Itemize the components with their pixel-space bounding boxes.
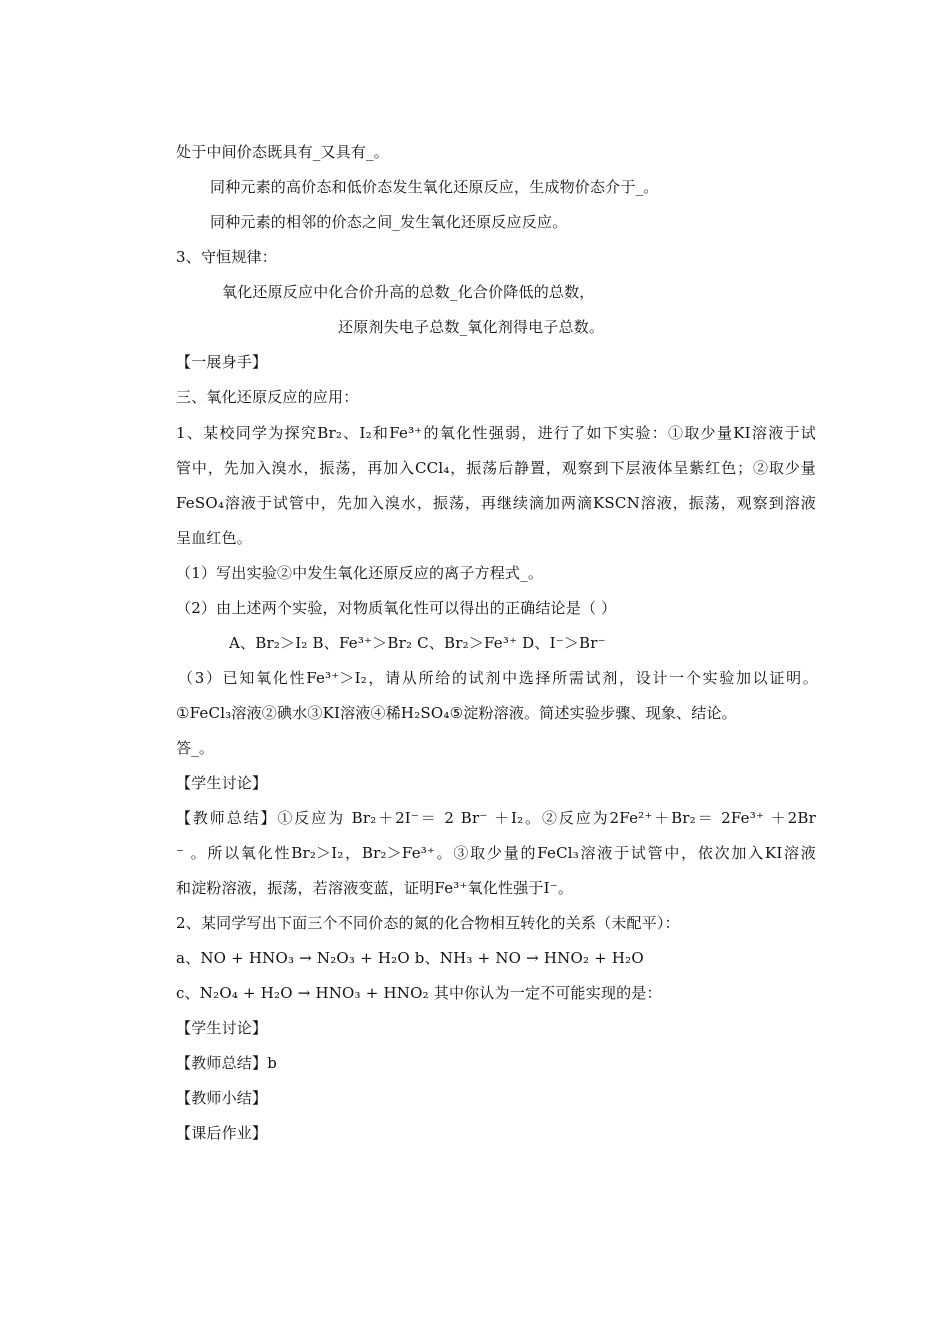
text-line: 还原剂失电子总数_氧化剂得电子总数。 <box>338 318 605 336</box>
text-line: FeSO₄溶液于试管中，先加入溴水，振荡，再继续滴加两滴KSCN溶液，振荡，观察到溶液 <box>176 494 816 512</box>
text-line: 2、某同学写出下面三个不同价态的氮的化合物相互转化的关系（未配平）： <box>176 914 680 932</box>
question-line: （3）已知氧化性Fe³⁺＞I₂，请从所给的试剂中选择所需试剂，设计一个实验加以证明。 <box>178 669 818 687</box>
text-line: 1、某校同学为探究Br₂、I₂和Fe³⁺的氧化性强弱，进行了如下实验：①取少量KI溶液于试 <box>176 424 816 442</box>
text-line: 和淀粉溶液，振荡，若溶液变蓝，证明Fe³⁺氧化性强于I⁻。 <box>176 879 574 897</box>
bracket-heading: 【课后作业】 <box>176 1124 268 1142</box>
question-line: （1）写出实验②中发生氧化还原反应的离子方程式_。 <box>176 564 544 582</box>
equation-line: a、NO + HNO₃ → N₂O₃ + H₂O b、NH₃ + NO → HNO₂ + H₂O <box>176 949 644 967</box>
text-line: ⁻ 。所以氧化性Br₂＞I₂，Br₂＞Fe³⁺。③取少量的FeCl₃溶液于试管中，依次加入KI溶液 <box>176 844 816 862</box>
text-line: 管中，先加入溴水，振荡，再加入CCl₄，振荡后静置，观察到下层液体呈紫红色；②取少量 <box>176 459 816 477</box>
section-heading: 三、氧化还原反应的应用： <box>176 388 359 406</box>
question-line: （2）由上述两个实验，对物质氧化性可以得出的正确结论是（ ） <box>176 599 617 617</box>
text-line: ①FeCl₃溶液②碘水③KI溶液④稀H₂SO₄⑤淀粉溶液。简述实验步骤、现象、结论。 <box>176 704 737 722</box>
text-line: 【教师总结】①反应为 Br₂＋2I⁻＝ 2 Br⁻ ＋I₂。②反应为2Fe²⁺＋Br₂＝ 2Fe³⁺ ＋2Br <box>176 809 816 827</box>
text-line: 处于中间价态既具有_又具有_。 <box>176 143 390 161</box>
text-line: 同种元素的高价态和低价态发生氧化还原反应，生成物价态介于_。 <box>210 178 659 196</box>
answer-options: A、Br₂＞I₂ B、Fe³⁺＞Br₂ C、Br₂＞Fe³⁺ D、I⁻＞Br⁻ <box>229 634 606 652</box>
text-line: 氧化还原反应中化合价升高的总数_化合价降低的总数， <box>222 283 595 301</box>
text-line: 同种元素的相邻的价态之间_发生氧化还原反应反应。 <box>210 213 568 231</box>
bracket-heading: 【学生讨论】 <box>176 1019 268 1037</box>
section-heading: 3、守恒规律： <box>176 248 277 266</box>
equation-line: c、N₂O₄ + H₂O → HNO₃ + HNO₂ 其中你认为一定不可能实现的是： <box>176 984 662 1002</box>
bracket-heading: 【一展身手】 <box>176 353 268 371</box>
text-line: 呈血红色。 <box>176 529 253 547</box>
text-line: 答_。 <box>176 739 215 757</box>
bracket-heading: 【教师总结】b <box>176 1054 278 1072</box>
bracket-heading: 【教师小结】 <box>176 1089 268 1107</box>
bracket-heading: 【学生讨论】 <box>176 774 268 792</box>
